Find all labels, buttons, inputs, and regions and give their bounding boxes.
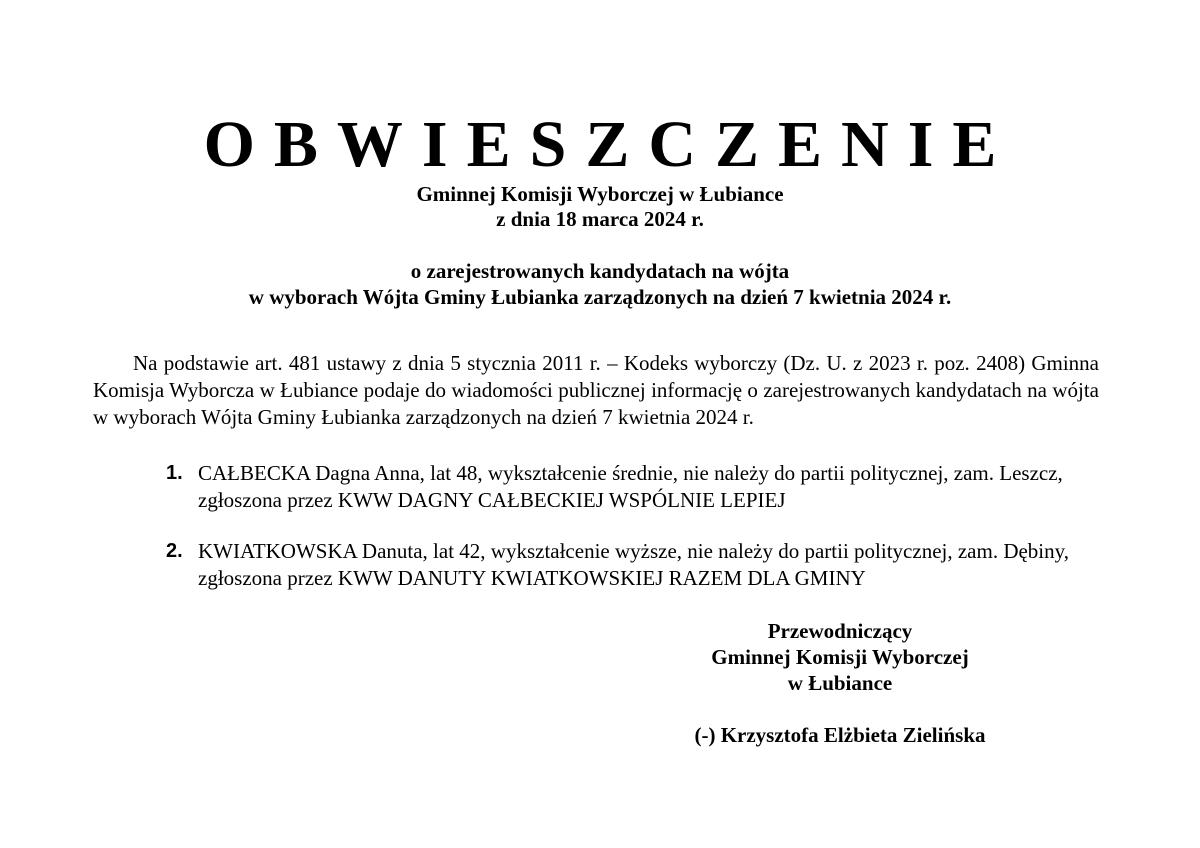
signature-name: (-) Krzysztofa Elżbieta Zielińska bbox=[694, 723, 986, 747]
signature-role: Przewodniczący bbox=[767, 619, 913, 643]
subject-line-2: w wyborach Wójta Gminy Łubianka zarządzonych na dzień 7 kwietnia 2024 r. bbox=[248, 285, 952, 309]
candidate-line-1: KWIATKOWSKA Danuta, lat 42, wykształcenie wyższe, nie należy do partii politycznej, zam. Dębiny, bbox=[198, 539, 1070, 563]
signature-body: Gminnej Komisji Wyborczej bbox=[711, 645, 969, 669]
subject-line-1: o zarejestrowanych kandydatach na wójta bbox=[410, 259, 790, 283]
candidate-number: 2. bbox=[166, 540, 183, 562]
notice-title: OBWIESZCZENIE bbox=[203, 108, 1016, 181]
candidate-line-2: zgłoszona przez KWW DAGNY CAŁBECKIEJ WSPÓLNIE LEPIEJ bbox=[198, 488, 786, 512]
candidate-item bbox=[166, 538, 1156, 592]
candidate-line-2: zgłoszona przez KWW DANUTY KWIATKOWSKIEJ RAZEM DLA GMINY bbox=[198, 566, 866, 590]
signature-place: w Łubiance bbox=[787, 671, 893, 695]
candidate-line-1: CAŁBECKA Dagna Anna, lat 48, wykształcenie średnie, nie należy do partii politycznej, zam. Leszcz, bbox=[198, 461, 1063, 485]
intro-paragraph: Na podstawie art. 481 ustawy z dnia 5 stycznia 2011 r. – Kodeks wyborczy (Dz. U. z 2023 r. poz. 2408) Gminna Komisja Wyborcza w Łubiance podaje do wiadomości publicznej informację o zarejestrowanych kandydatach na wójta w wyborach Wójta Gminy Łubianka zarządzonych na dzień 7 kwietnia 2024 r. bbox=[93, 351, 1099, 429]
date-line: z dnia 18 marca 2024 r. bbox=[496, 207, 704, 231]
candidate-item bbox=[166, 460, 1156, 514]
issuer-line: Gminnej Komisji Wyborczej w Łubiance bbox=[416, 182, 784, 206]
candidate-number: 1. bbox=[166, 462, 183, 484]
